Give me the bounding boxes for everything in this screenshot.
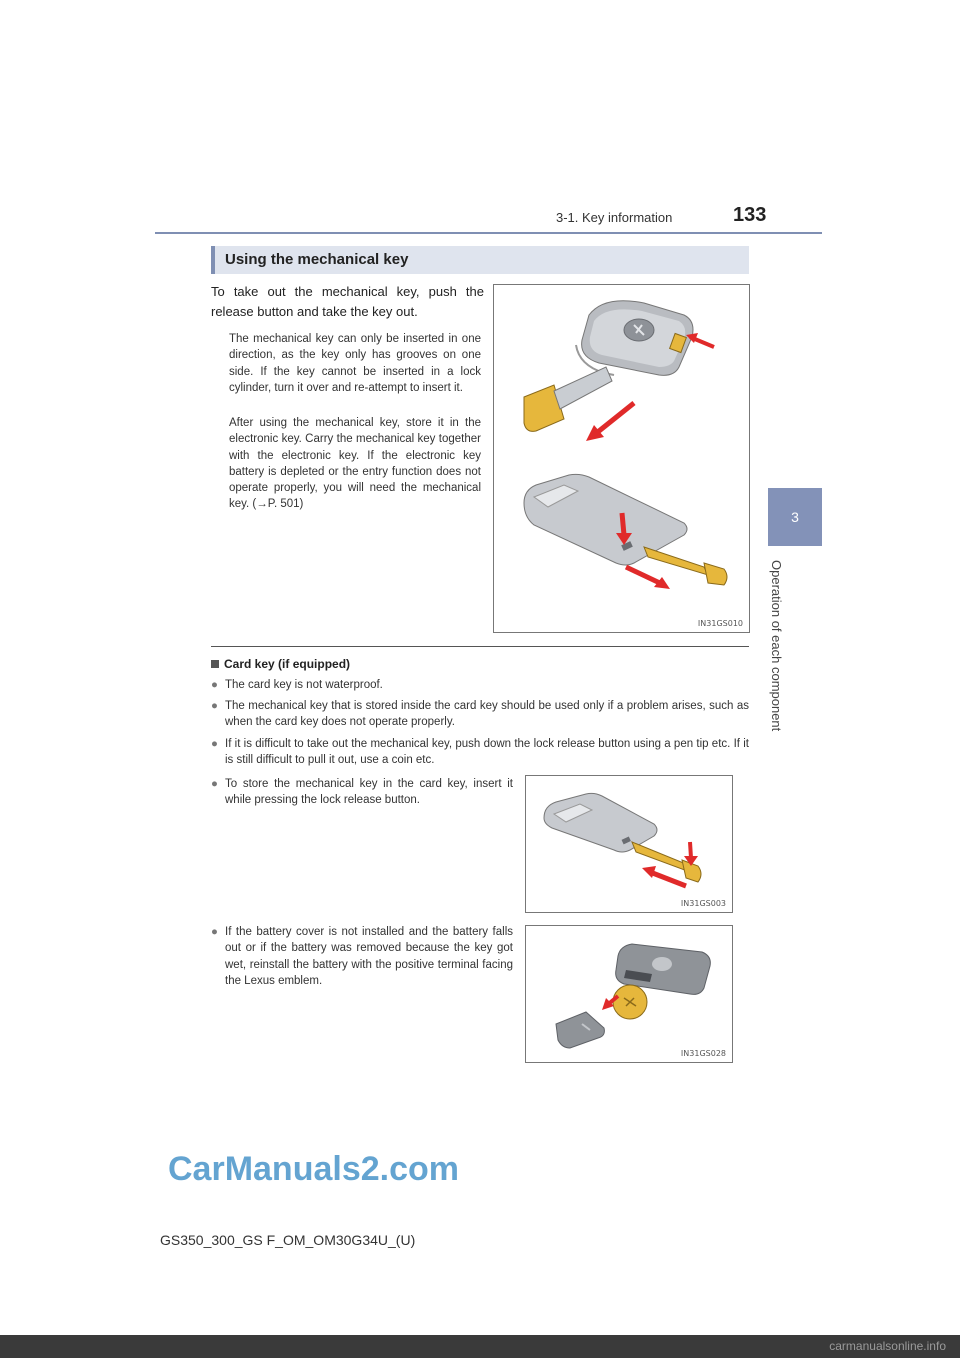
figure-key-removal <box>493 284 750 633</box>
bullet-dot-icon: ● <box>211 679 218 691</box>
header-section-title: 3-1. Key information <box>556 210 673 225</box>
section-heading <box>211 246 749 274</box>
footer-doc-id: GS350_300_GS F_OM_OM30G34U_(U) <box>160 1232 416 1248</box>
figure-store-key <box>525 775 733 913</box>
watermark-bar <box>0 1335 960 1358</box>
figure-code: IN31GS028 <box>680 1049 726 1058</box>
bullet-dot-icon: ● <box>211 700 218 712</box>
store-key-illustration <box>526 776 732 912</box>
figure-battery <box>525 925 733 1063</box>
battery-illustration <box>526 926 732 1062</box>
smart-key-fob <box>576 301 693 376</box>
arrow-press-icon <box>690 842 691 858</box>
arrow-press-release-icon <box>622 513 624 535</box>
note-store-mechanical-key: After using the mechanical key, store it in the electronic key. Carry the mechanical key together with the electronic key. If the electronic key battery is depleted or the entry function does not operate properly, you will need the mechanical key. (→P. 501) <box>229 417 481 511</box>
square-bullet-icon <box>211 660 219 668</box>
bullet-item: ● The card key is not waterproof. <box>211 677 749 693</box>
arrow-pull-out-icon <box>594 403 634 435</box>
chapter-side-label <box>768 560 798 750</box>
section-title: Using the mechanical key <box>225 251 409 268</box>
card-key-heading <box>211 657 350 671</box>
bullet-item: ● The mechanical key that is stored inside the card key should be used only if a problem arises, such as when the card key does not operate properly. <box>211 700 749 729</box>
note-mechanical-key-direction: The mechanical key can only be inserted in one direction, as the key only has grooves on one side. If the key cannot be inserted in a lock cylinder, turn it over and re-attempt to insert it. <box>229 333 481 394</box>
bullet-item: ● If the battery cover is not installed and the battery falls out or if the battery was removed because the key got wet, reinstall the battery with the positive terminal facing the Lexus emblem. <box>211 926 513 987</box>
arrow-insert-icon <box>650 872 686 886</box>
page-number: 133 <box>733 204 767 226</box>
bullet-item: ● If it is difficult to take out the mechanical key, push down the lock release button using a pen tip etc. If it is still difficult to pull it out, use a coin etc. <box>211 738 749 767</box>
chapter-tab[interactable]: 3 <box>768 488 822 546</box>
bullet-dot-icon: ● <box>211 778 218 790</box>
section-divider <box>211 646 749 647</box>
watermark-site: carmanualsonline.info <box>829 1339 946 1353</box>
header-rule <box>155 232 822 234</box>
watermark-logo: CarManuals2.com <box>168 1150 459 1188</box>
bullet-dot-icon: ● <box>211 926 218 938</box>
card-key-heading-text: Card key (if equipped) <box>224 657 351 671</box>
mechanical-key <box>524 367 612 431</box>
card-key <box>524 474 687 565</box>
bullet-dot-icon: ● <box>211 738 218 750</box>
figure-code: IN31GS003 <box>680 899 726 908</box>
key-removal-illustration <box>494 285 749 632</box>
chapter-side-label-text: Operation of each component <box>769 560 784 732</box>
figure-code: IN31GS010 <box>697 619 743 628</box>
intro-paragraph: To take out the mechanical key, push the release button and take the key out. <box>211 284 484 319</box>
bullet-item: ● To store the mechanical key in the card key, insert it while pressing the lock release button. <box>211 778 513 807</box>
